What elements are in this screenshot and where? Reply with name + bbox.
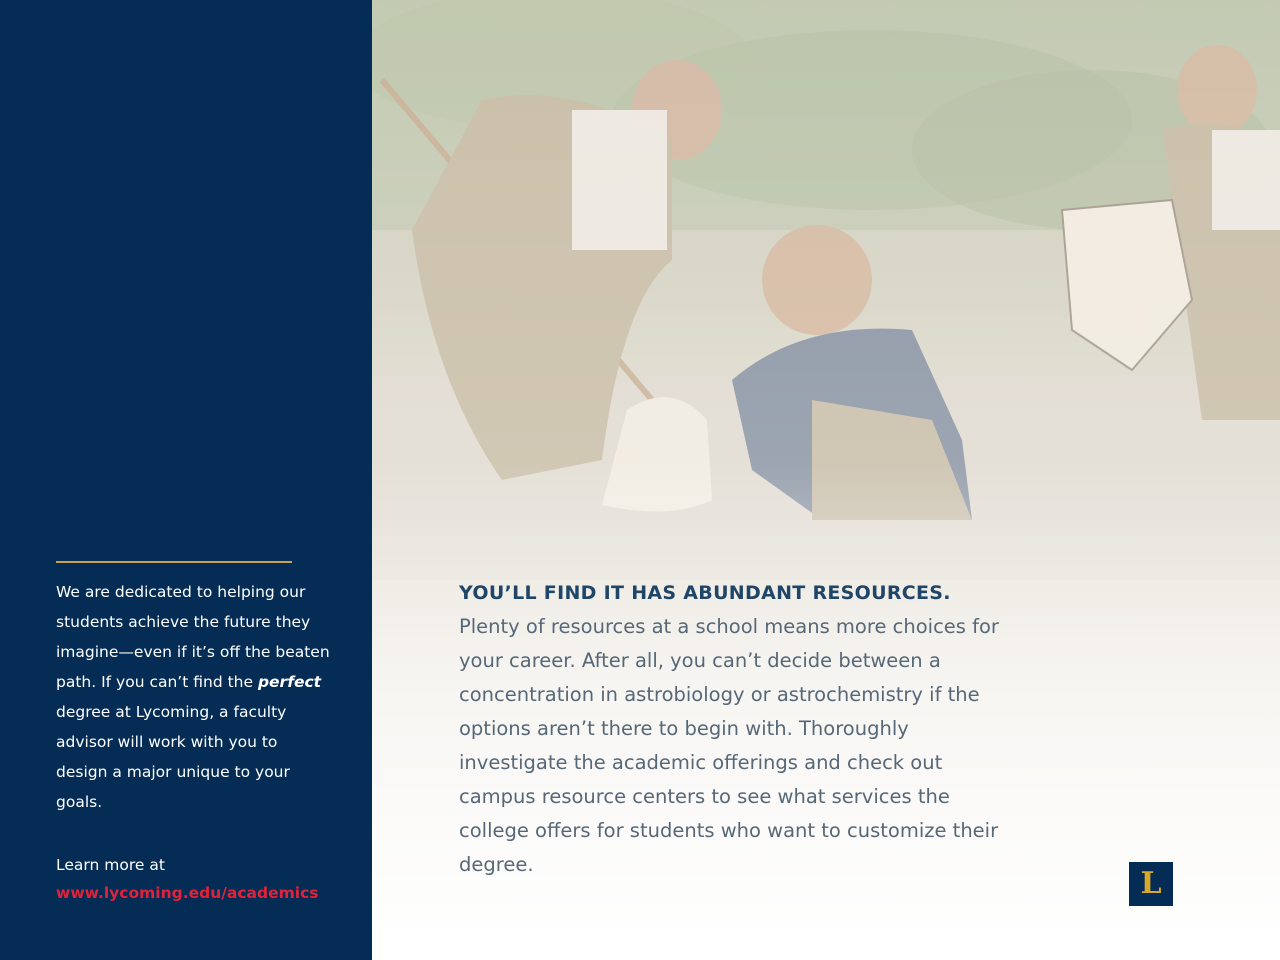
lycoming-logo-icon: L bbox=[1129, 862, 1173, 906]
learn-more-block bbox=[56, 851, 319, 907]
intro-emphasis: perfect bbox=[257, 673, 322, 691]
section-heading: YOU’LL FIND IT HAS ABUNDANT RESOURCES. bbox=[459, 582, 951, 604]
learn-more-label: Learn more at bbox=[56, 856, 165, 874]
body-paragraph: Plenty of resources at a school means more choices for your career. After all, you can’t decide between a concentration in astrobiology or astrochemistry if the options aren’t there to begin with. Thoroughly investigate the academic offerings and check out campus resource centers to see what services the college offers for students who want to customize their degree. bbox=[459, 615, 999, 876]
intro-text-1: We are dedicated to helping our students achieve the future they imagine—even if it’s off the beaten path. If you can’t find the bbox=[56, 583, 330, 691]
academics-link[interactable]: www.lycoming.edu/academics bbox=[56, 884, 319, 902]
sidebar-panel bbox=[0, 0, 372, 960]
gold-divider bbox=[56, 561, 292, 563]
intro-text-2: degree at Lycoming, a faculty advisor will work with you to design a major unique to your goals. bbox=[56, 703, 290, 811]
sidebar-intro bbox=[56, 577, 331, 817]
